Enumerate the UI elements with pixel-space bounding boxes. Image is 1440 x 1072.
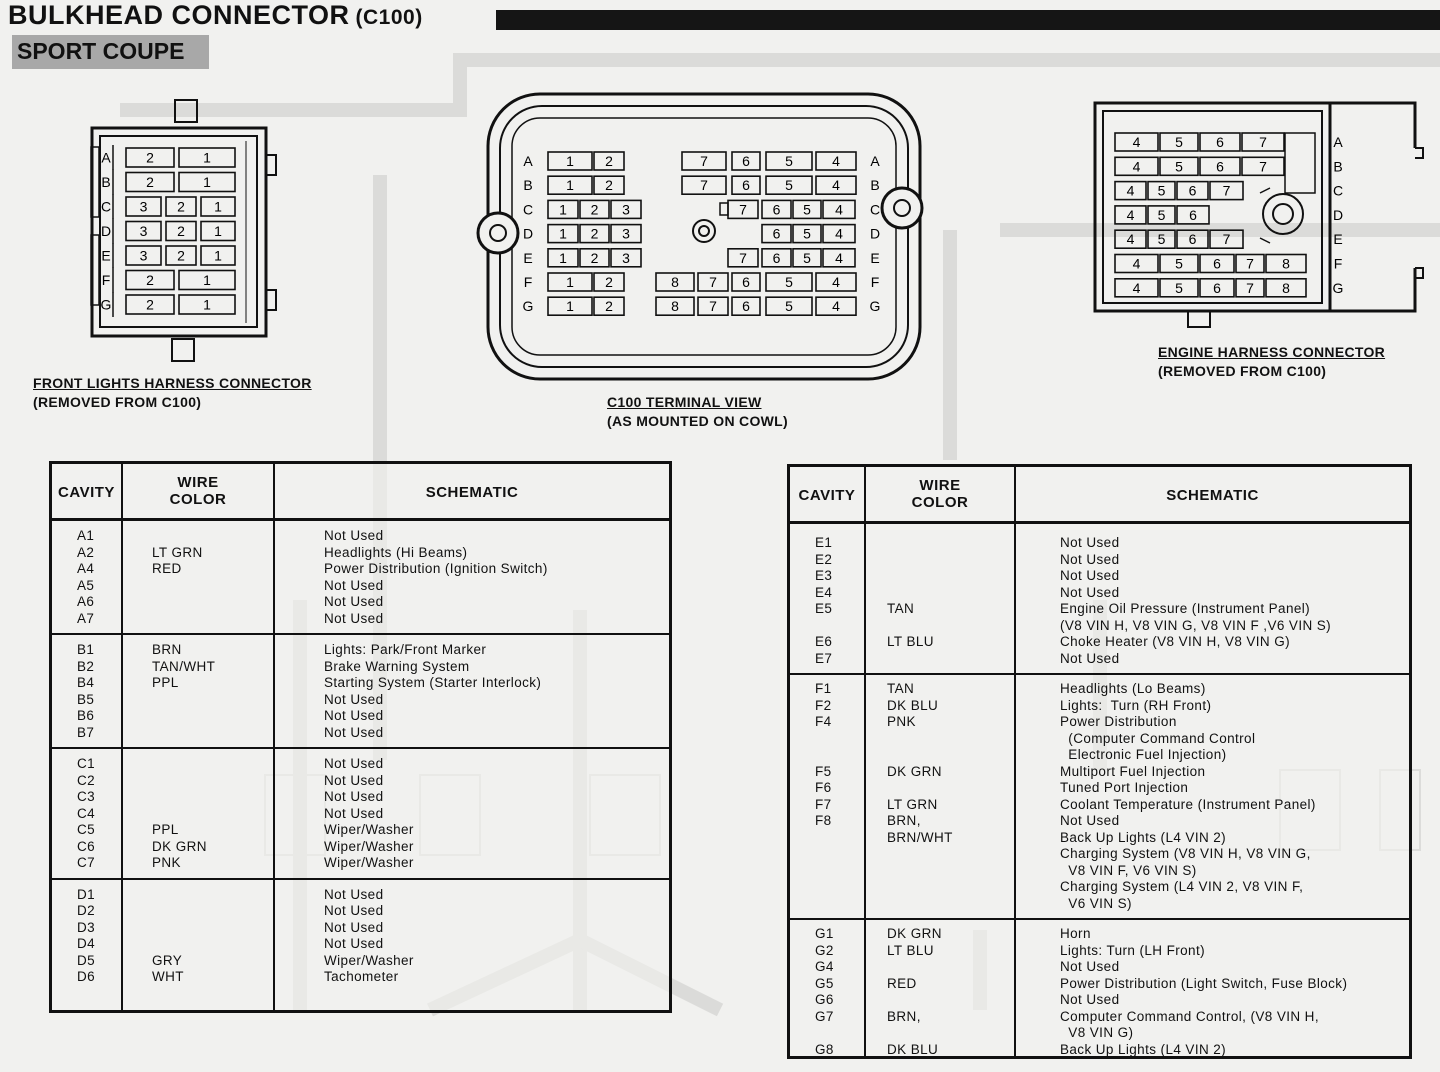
terminal-label: 6 bbox=[772, 249, 781, 266]
schematic-cell: Not Used bbox=[324, 756, 384, 771]
row-letter: G bbox=[522, 298, 534, 315]
terminal-label: 1 bbox=[203, 174, 211, 190]
cavity-cell: G7 bbox=[815, 1008, 834, 1024]
cavity-cell: E3 bbox=[815, 568, 833, 583]
terminal-label: 5 bbox=[785, 274, 793, 290]
cavity-cell: F5 bbox=[815, 763, 832, 779]
schematic-cell: V8 VIN F, V6 VIN S) bbox=[1060, 862, 1197, 878]
terminal-label: 5 bbox=[785, 177, 793, 194]
terminal-label: 1 bbox=[566, 153, 574, 169]
schematic-cell: Tuned Port Injection bbox=[1060, 780, 1189, 795]
schematic-cell: Not Used bbox=[324, 805, 384, 821]
schematic-cell: V8 VIN G) bbox=[1060, 1025, 1134, 1040]
cavity-cell: F8 bbox=[815, 813, 832, 828]
cavity-cell: B2 bbox=[77, 658, 95, 674]
cavity-cell: F7 bbox=[815, 796, 832, 812]
cavity-cell: B1 bbox=[77, 642, 95, 657]
row-letter: C bbox=[522, 201, 534, 218]
wire-color-cell: DK GRN bbox=[887, 926, 942, 941]
terminal-label: 7 bbox=[1246, 279, 1254, 296]
terminal-label: 1 bbox=[214, 247, 222, 264]
cavity-cell: C7 bbox=[77, 855, 96, 870]
cavity-cell: C5 bbox=[77, 822, 96, 837]
cavity-cell: A6 bbox=[77, 594, 95, 609]
engine-harness-connector-diagram bbox=[1090, 98, 1435, 333]
terminal-label: 5 bbox=[1175, 158, 1183, 175]
terminal-label: 3 bbox=[622, 249, 630, 266]
terminal-label: 3 bbox=[139, 223, 148, 239]
header-wire: WIRE bbox=[919, 477, 961, 494]
schematic-cell: Not Used bbox=[324, 577, 384, 593]
wire-color-cell: PPL bbox=[152, 822, 179, 837]
wire-color-cell: BRN, bbox=[887, 1008, 921, 1024]
cavity-cell: F4 bbox=[815, 714, 832, 729]
terminal-label: 2 bbox=[177, 198, 185, 215]
terminal-label: 8 bbox=[1282, 279, 1290, 296]
terminal-label: 6 bbox=[742, 153, 750, 169]
cavity-cell: G1 bbox=[815, 926, 834, 941]
terminal-label: 2 bbox=[146, 272, 154, 288]
cavity-cell: A1 bbox=[77, 528, 95, 543]
row-letter: C bbox=[100, 198, 112, 215]
terminal-label: 6 bbox=[1213, 279, 1221, 296]
terminal-label: 4 bbox=[832, 274, 840, 290]
terminal-label: 4 bbox=[1132, 134, 1141, 150]
cavity-cell: F6 bbox=[815, 780, 832, 795]
row-letter: D bbox=[869, 225, 881, 242]
terminal-label: 1 bbox=[566, 177, 574, 194]
schematic-cell: Not Used bbox=[324, 919, 384, 935]
title-rule bbox=[496, 10, 1440, 30]
wire-color-cell: LT BLU bbox=[887, 942, 934, 958]
schematic-cell: Headlights (Lo Beams) bbox=[1060, 681, 1206, 696]
terminal-label: 5 bbox=[1175, 134, 1183, 150]
terminal-label: 4 bbox=[832, 153, 840, 169]
cavity-cell: C4 bbox=[77, 805, 96, 821]
wire-color-cell: DK GRN bbox=[152, 838, 207, 854]
schematic-cell: V6 VIN S) bbox=[1060, 895, 1132, 911]
cavity-cell: D1 bbox=[77, 886, 96, 902]
engine-connector-caption-title: ENGINE HARNESS CONNECTOR bbox=[1158, 344, 1386, 360]
terminal-label: 1 bbox=[203, 272, 211, 288]
row-letter: B bbox=[523, 177, 533, 194]
group-divider bbox=[790, 918, 1409, 920]
row-letter: A bbox=[523, 153, 533, 169]
terminal-label: 8 bbox=[1282, 255, 1290, 272]
terminal-label: 5 bbox=[785, 298, 793, 315]
schematic-cell: Not Used bbox=[324, 886, 384, 902]
terminal-label: 6 bbox=[1189, 206, 1197, 223]
schematic-cell: Not Used bbox=[1060, 568, 1120, 583]
schematic-cell: Not Used bbox=[1060, 551, 1120, 567]
terminal-label: 4 bbox=[835, 249, 843, 266]
cavity-cell: E1 bbox=[815, 535, 833, 550]
terminal-label: 1 bbox=[559, 249, 567, 266]
terminal-label: 6 bbox=[1188, 182, 1197, 199]
schematic-cell: Charging System (V8 VIN H, V8 VIN G, bbox=[1060, 846, 1311, 861]
terminal-label: 5 bbox=[1157, 182, 1166, 199]
header-schematic: SCHEMATIC bbox=[425, 484, 519, 501]
header-cavity: CAVITY bbox=[58, 484, 115, 501]
front-connector-caption-note: (REMOVED FROM C100) bbox=[33, 394, 202, 410]
column-divider bbox=[273, 464, 275, 1010]
schematic-cell: Not Used bbox=[324, 789, 384, 804]
row-letter: E bbox=[870, 249, 880, 266]
terminal-label: 8 bbox=[671, 274, 679, 290]
terminal-label: 5 bbox=[1157, 231, 1166, 248]
row-letter: F bbox=[101, 272, 111, 288]
row-letter: B bbox=[870, 177, 880, 194]
terminal-label: 2 bbox=[590, 201, 599, 218]
schematic-cell: Not Used bbox=[324, 594, 384, 609]
terminal-label: 2 bbox=[605, 153, 613, 169]
cavity-cell: E2 bbox=[815, 551, 833, 567]
row-letter: D bbox=[100, 223, 112, 239]
wire-color-cell: PNK bbox=[152, 855, 181, 870]
header-wire-color bbox=[866, 477, 1014, 511]
schematic-cell: Tachometer bbox=[324, 969, 399, 984]
terminal-label: 2 bbox=[146, 149, 154, 166]
terminal-label: 2 bbox=[177, 223, 185, 239]
schematic-cell: Choke Heater (V8 VIN H, V8 VIN G) bbox=[1060, 634, 1291, 649]
terminal-label: 4 bbox=[835, 201, 843, 218]
cavity-cell: A4 bbox=[77, 561, 95, 576]
cavity-cell: A7 bbox=[77, 610, 95, 626]
terminal-label: 2 bbox=[177, 247, 185, 264]
terminal-label: 2 bbox=[590, 249, 599, 266]
terminal-label: 8 bbox=[671, 298, 679, 315]
cavity-cell: D2 bbox=[77, 903, 96, 918]
terminal-label: 5 bbox=[1157, 206, 1166, 223]
schematic-cell: Electronic Fuel Injection) bbox=[1060, 747, 1227, 762]
terminal-label: 7 bbox=[709, 298, 717, 315]
schematic-cell: Power Distribution bbox=[1060, 714, 1177, 729]
cavity-cell: B7 bbox=[77, 724, 95, 740]
title-main: BULKHEAD CONNECTOR bbox=[8, 0, 350, 30]
terminal-label: 5 bbox=[1175, 255, 1183, 272]
cavity-cell: B6 bbox=[77, 708, 95, 723]
cavity-cell: E7 bbox=[815, 650, 833, 666]
wire-color-cell: TAN bbox=[887, 681, 915, 696]
terminal-label: 6 bbox=[1188, 231, 1197, 248]
terminal-label: 7 bbox=[709, 274, 717, 290]
front-connector-caption bbox=[33, 374, 312, 412]
row-letter: D bbox=[1332, 206, 1344, 223]
row-letter: B bbox=[101, 174, 111, 190]
terminal-label: 5 bbox=[803, 201, 811, 218]
terminal-label: 3 bbox=[139, 198, 148, 215]
wire-color-cell: PPL bbox=[152, 675, 179, 690]
wire-color-cell: BRN, bbox=[887, 813, 921, 828]
terminal-label: 5 bbox=[803, 225, 811, 242]
engine-connector-caption-note: (REMOVED FROM C100) bbox=[1158, 363, 1327, 379]
schematic-cell: Wiper/Washer bbox=[324, 952, 414, 968]
cavity-cell: G5 bbox=[815, 975, 834, 991]
row-letter: E bbox=[101, 247, 111, 264]
terminal-label: 7 bbox=[700, 177, 708, 194]
terminal-label: 6 bbox=[742, 298, 750, 315]
row-letter: C bbox=[869, 201, 881, 218]
terminal-label: 7 bbox=[1246, 255, 1254, 272]
schematic-cell: Charging System (L4 VIN 2, V8 VIN F, bbox=[1060, 879, 1304, 894]
row-letter: G bbox=[1332, 279, 1344, 296]
cavity-table-right bbox=[787, 464, 1412, 1059]
terminal-label: 6 bbox=[772, 201, 781, 218]
terminal-label: 2 bbox=[605, 177, 613, 194]
terminal-label: 2 bbox=[605, 298, 613, 315]
wire-color-cell: RED bbox=[152, 561, 182, 576]
cavity-cell: B4 bbox=[77, 675, 95, 690]
terminal-label: 4 bbox=[832, 177, 840, 194]
cavity-cell: E6 bbox=[815, 634, 833, 649]
cavity-cell: E5 bbox=[815, 601, 833, 616]
cavity-cell: B5 bbox=[77, 691, 95, 707]
terminal-label: 4 bbox=[1126, 182, 1135, 199]
terminal-label: 1 bbox=[566, 274, 574, 290]
group-divider bbox=[52, 633, 669, 635]
cavity-cell: G4 bbox=[815, 959, 834, 974]
schematic-cell: Lights: Turn (LH Front) bbox=[1060, 942, 1205, 958]
wire-color-cell: PNK bbox=[887, 714, 916, 729]
wire-color-cell: RED bbox=[887, 975, 917, 991]
schematic-cell: Not Used bbox=[1060, 650, 1120, 666]
schematic-cell: Multiport Fuel Injection bbox=[1060, 763, 1206, 779]
schematic-cell: Back Up Lights (L4 VIN 2) bbox=[1060, 1041, 1227, 1057]
c100-terminal-view-diagram bbox=[470, 88, 940, 388]
wire-color-cell: LT BLU bbox=[887, 634, 934, 649]
wire-color-cell: LT GRN bbox=[887, 796, 938, 812]
row-letter: D bbox=[522, 225, 534, 242]
wire-color-cell: DK BLU bbox=[887, 1041, 939, 1057]
row-letter: B bbox=[1333, 158, 1343, 175]
cavity-cell: C1 bbox=[77, 756, 96, 771]
schematic-cell: Lights: Turn (RH Front) bbox=[1060, 697, 1212, 713]
cavity-cell: C2 bbox=[77, 772, 96, 788]
row-letter: F bbox=[870, 274, 880, 290]
terminal-label: 6 bbox=[742, 274, 750, 290]
schematic-cell: Computer Command Control, (V8 VIN H, bbox=[1060, 1008, 1319, 1024]
schematic-cell: Lights: Park/Front Marker bbox=[324, 642, 487, 657]
wire-color-cell: TAN bbox=[887, 601, 915, 616]
header-schematic: SCHEMATIC bbox=[1166, 487, 1259, 504]
schematic-cell: Horn bbox=[1060, 926, 1091, 941]
row-letter: A bbox=[101, 149, 111, 166]
cavity-cell: F2 bbox=[815, 697, 832, 713]
schematic-cell: Not Used bbox=[1060, 584, 1120, 600]
terminal-label: 4 bbox=[1132, 158, 1141, 175]
wire-color-cell: BRN/WHT bbox=[887, 829, 953, 845]
column-divider bbox=[1014, 467, 1016, 1056]
cavity-cell: C6 bbox=[77, 838, 96, 854]
c100-caption bbox=[607, 393, 788, 431]
schematic-cell: Starting System (Starter Interlock) bbox=[324, 675, 542, 690]
schematic-cell: (V8 VIN H, V8 VIN G, V8 VIN F ,V6 VIN S) bbox=[1060, 617, 1332, 633]
terminal-label: 6 bbox=[1216, 158, 1224, 175]
header-color: COLOR bbox=[911, 494, 969, 511]
cavity-cell: D3 bbox=[77, 919, 96, 935]
terminal-label: 6 bbox=[772, 225, 781, 242]
wire-color-cell: DK GRN bbox=[887, 763, 942, 779]
schematic-cell: Wiper/Washer bbox=[324, 855, 414, 870]
wire-color-cell: LT GRN bbox=[152, 544, 203, 560]
terminal-label: 4 bbox=[1126, 206, 1135, 223]
terminal-label: 4 bbox=[1132, 279, 1141, 296]
header-cavity: CAVITY bbox=[798, 487, 856, 504]
header-color: COLOR bbox=[169, 491, 227, 508]
terminal-label: 3 bbox=[139, 247, 148, 264]
c100-caption-title: C100 TERMINAL VIEW bbox=[607, 394, 762, 410]
group-divider bbox=[52, 747, 669, 749]
terminal-label: 5 bbox=[1175, 279, 1183, 296]
cavity-cell: G6 bbox=[815, 992, 834, 1007]
cavity-cell: G8 bbox=[815, 1041, 834, 1057]
cavity-cell: F1 bbox=[815, 681, 832, 696]
column-divider bbox=[864, 467, 866, 1056]
schematic-cell: Not Used bbox=[324, 936, 384, 951]
row-letter: F bbox=[523, 274, 533, 290]
header-wire-color bbox=[123, 474, 273, 508]
schematic-cell: Wiper/Washer bbox=[324, 838, 414, 854]
terminal-label: 7 bbox=[1259, 158, 1267, 175]
front-lights-connector-diagram bbox=[88, 95, 288, 365]
terminal-label: 7 bbox=[1222, 231, 1231, 248]
terminal-label: 7 bbox=[1222, 182, 1231, 199]
row-letter: G bbox=[100, 296, 112, 313]
schematic-cell: Back Up Lights (L4 VIN 2) bbox=[1060, 829, 1227, 845]
schematic-cell: Not Used bbox=[324, 708, 384, 723]
front-connector-caption-title: FRONT LIGHTS HARNESS CONNECTOR bbox=[33, 375, 312, 391]
schematic-cell: Headlights (Hi Beams) bbox=[324, 544, 468, 560]
terminal-label: 5 bbox=[785, 153, 793, 169]
terminal-label: 2 bbox=[146, 296, 154, 313]
wire-color-cell: TAN/WHT bbox=[152, 658, 216, 674]
group-divider bbox=[52, 878, 669, 880]
cavity-cell: D5 bbox=[77, 952, 96, 968]
schematic-cell: Not Used bbox=[324, 610, 384, 626]
terminal-label: 1 bbox=[214, 198, 222, 215]
cavity-cell: A2 bbox=[77, 544, 95, 560]
row-letter: E bbox=[523, 249, 533, 266]
row-letter: G bbox=[869, 298, 881, 315]
terminal-label: 1 bbox=[559, 225, 567, 242]
schematic-cell: Not Used bbox=[324, 528, 384, 543]
schematic-cell: Not Used bbox=[324, 903, 384, 918]
schematic-cell: Coolant Temperature (Instrument Panel) bbox=[1060, 796, 1316, 812]
terminal-label: 7 bbox=[739, 201, 747, 218]
schematic-cell: Not Used bbox=[1060, 535, 1120, 550]
schematic-cell: (Computer Command Control bbox=[1060, 730, 1256, 746]
terminal-label: 6 bbox=[1213, 255, 1221, 272]
row-letter: C bbox=[1332, 182, 1344, 199]
wire-color-cell: DK BLU bbox=[887, 697, 939, 713]
terminal-label: 4 bbox=[832, 298, 840, 315]
terminal-label: 4 bbox=[1132, 255, 1141, 272]
engine-connector-caption bbox=[1158, 343, 1385, 381]
cavity-cell: D6 bbox=[77, 969, 96, 984]
page-title bbox=[8, 0, 423, 31]
c100-caption-note: (AS MOUNTED ON COWL) bbox=[607, 413, 788, 429]
terminal-label: 1 bbox=[559, 201, 567, 218]
header-wire: WIRE bbox=[177, 474, 219, 491]
row-letter: A bbox=[870, 153, 880, 169]
terminal-label: 1 bbox=[566, 298, 574, 315]
cavity-table-left bbox=[49, 461, 672, 1013]
row-letter: F bbox=[1333, 255, 1343, 272]
terminal-label: 1 bbox=[203, 296, 211, 313]
terminal-label: 5 bbox=[803, 249, 811, 266]
group-divider bbox=[790, 673, 1409, 675]
schematic-cell: Not Used bbox=[1060, 959, 1120, 974]
schematic-cell: Power Distribution (Light Switch, Fuse Block) bbox=[1060, 975, 1348, 991]
schematic-cell: Engine Oil Pressure (Instrument Panel) bbox=[1060, 601, 1311, 616]
schematic-cell: Not Used bbox=[1060, 992, 1120, 1007]
column-divider bbox=[121, 464, 123, 1010]
terminal-label: 3 bbox=[622, 201, 630, 218]
terminal-label: 6 bbox=[742, 177, 750, 194]
terminal-label: 6 bbox=[1216, 134, 1224, 150]
terminal-label: 4 bbox=[1126, 231, 1135, 248]
terminal-label: 1 bbox=[203, 149, 211, 166]
row-letter: A bbox=[1333, 134, 1343, 150]
wire-color-cell: WHT bbox=[152, 969, 184, 984]
schematic-cell: Wiper/Washer bbox=[324, 822, 414, 837]
schematic-cell: Not Used bbox=[324, 691, 384, 707]
cavity-cell: G2 bbox=[815, 942, 834, 958]
schematic-cell: Not Used bbox=[324, 772, 384, 788]
cavity-cell: C3 bbox=[77, 789, 96, 804]
schematic-cell: Brake Warning System bbox=[324, 658, 470, 674]
wire-color-cell: GRY bbox=[152, 952, 183, 968]
cavity-cell: D4 bbox=[77, 936, 96, 951]
terminal-label: 7 bbox=[1259, 134, 1267, 150]
schematic-cell: Not Used bbox=[324, 724, 384, 740]
terminal-label: 7 bbox=[739, 249, 747, 266]
cavity-cell: E4 bbox=[815, 584, 833, 600]
terminal-label: 3 bbox=[622, 225, 630, 242]
wire-color-cell: BRN bbox=[152, 642, 182, 657]
row-letter: E bbox=[1333, 231, 1343, 248]
terminal-label: 7 bbox=[700, 153, 708, 169]
schematic-cell: Power Distribution (Ignition Switch) bbox=[324, 561, 548, 576]
terminal-label: 2 bbox=[605, 274, 613, 290]
terminal-label: 1 bbox=[214, 223, 222, 239]
cavity-cell: A5 bbox=[77, 577, 95, 593]
terminal-label: 4 bbox=[835, 225, 843, 242]
terminal-label: 2 bbox=[146, 174, 154, 190]
page-subtitle: SPORT COUPE bbox=[17, 38, 185, 64]
terminal-label: 2 bbox=[590, 225, 599, 242]
title-sub: (C100) bbox=[355, 6, 423, 29]
schematic-cell: Not Used bbox=[1060, 813, 1120, 828]
